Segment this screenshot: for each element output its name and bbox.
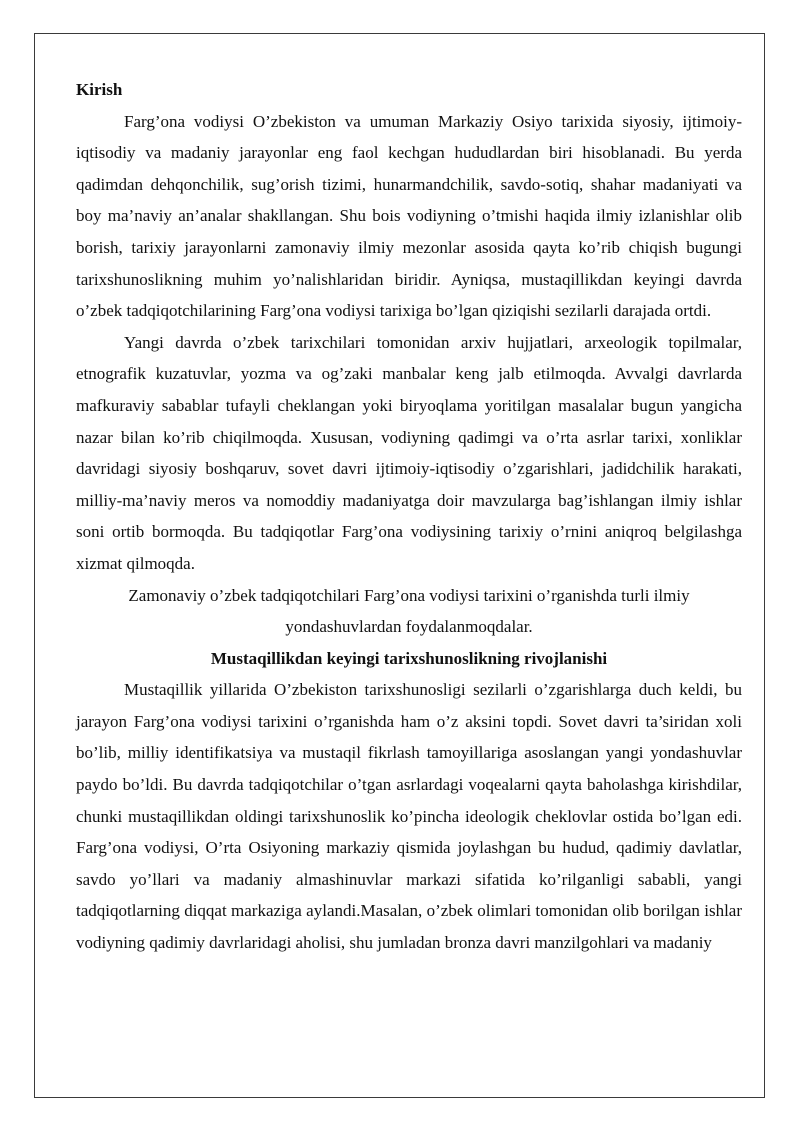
section-heading-kirish: Kirish — [76, 80, 123, 99]
section-title: Mustaqillikdan keyingi tarixshunoslikning rivojlanishi — [210, 648, 608, 668]
paragraph-new-era: Yangi davrda o’zbek tarixchilari tomonidan arxiv hujjatlari, arxeologik topilmalar, etnografik kuzatuvlar, yozma va og’zaki manbalar keng jalb etilmoqda. Avvalgi davrlarda mafkuraviy sabablar tufayli cheklangan yoki biryoqlama yoritilgan masalalar bugun yangicha nazar bilan ko’rib chiqilmoqda. Xususan, vodiyning qadimgi va o’rta asrlar tarixi, xonliklar davridagi siyosiy boshqaruv, sovet davri ijtimoiy-iqtisodiy o’zgarishlari, jadidchilik harakati, milliy-ma’naviy meros va nomoddiy madaniyatga doir mavzularga bag’ishlangan ilmiy ishlar soni ortib bormoqda. Bu tadqiqotlar Farg’ona vodiysining tarixiy o’rnini aniqroq belgilashga xizmat qilmoqda. — [76, 332, 742, 573]
centered-statement: Zamonaviy o’zbek tadqiqotchilari Farg’ona vodiysi tarixini o’rganishda turli ilmiy yondashuvlardan foydalanmoqdalar. — [128, 585, 690, 637]
paragraph-intro: Farg’ona vodiysi O’zbekiston va umuman Markaziy Osiyo tarixida siyosiy, ijtimoiy-iqtisodiy va madaniy jarayonlar eng faol kechgan hududlardan biri hisoblanadi. Bu yerda qadimdan dehqonchilik, sug’orish tizimi, hunarmandchilik, savdo-sotiq, shahar madaniyati va boy ma’naviy an’analar shakllangan. Shu bois vodiyning o’tmishi haqida ilmiy izlanishlar olib borish, tarixiy jarayonlarni zamonaviy ilmiy mezonlar asosida qayta ko’rib chiqish bugungi tarixshunoslikning muhim yo’nalishlaridan biridir. Ayniqsa, mustaqillikdan keyingi davrda o’zbek tadqiqotchilarining Farg’ona vodiysi tarixiga bo’lgan qiziqishi sezilarli darajada ortdi. — [76, 111, 742, 321]
document-body — [76, 74, 742, 959]
paragraph-independence: Mustaqillik yillarida O’zbekiston tarixshunosligi sezilarli o’zgarishlarga duch keldi, bu jarayon Farg’ona vodiysi tarixini o’rganishda ham o’z aksini topdi. Sovet davri ta’siridan xoli bo’lib, milliy identifikatsiya va mustaqil fikrlash tamoyillariga asoslangan yangi yondashuvlar paydo bo’ldi. Bu davrda tadqiqotchilar o’tgan asrlardagi voqealarni qayta baholashga kirishdilar, chunki mustaqillikdan oldingi tarixshunoslik ko’pincha ideologik cheklovlar ostida bo’lgan edi. Farg’ona vodiysi, O’rta Osiyoning markaziy qismida joylashgan bu hudud, qadimiy davlatlar, savdo yo’llari va madaniy almashinuvlar markazi sifatida ko’rilganligi sababli, yangi tadqiqotlarning diqqat markaziga aylandi.Masalan, o’zbek olimlari tomonidan olib borilgan ishlar vodiyning qadimiy davrlaridagi aholisi, shu jumladan bronza davri manzilgohlari va madaniy — [76, 680, 742, 953]
